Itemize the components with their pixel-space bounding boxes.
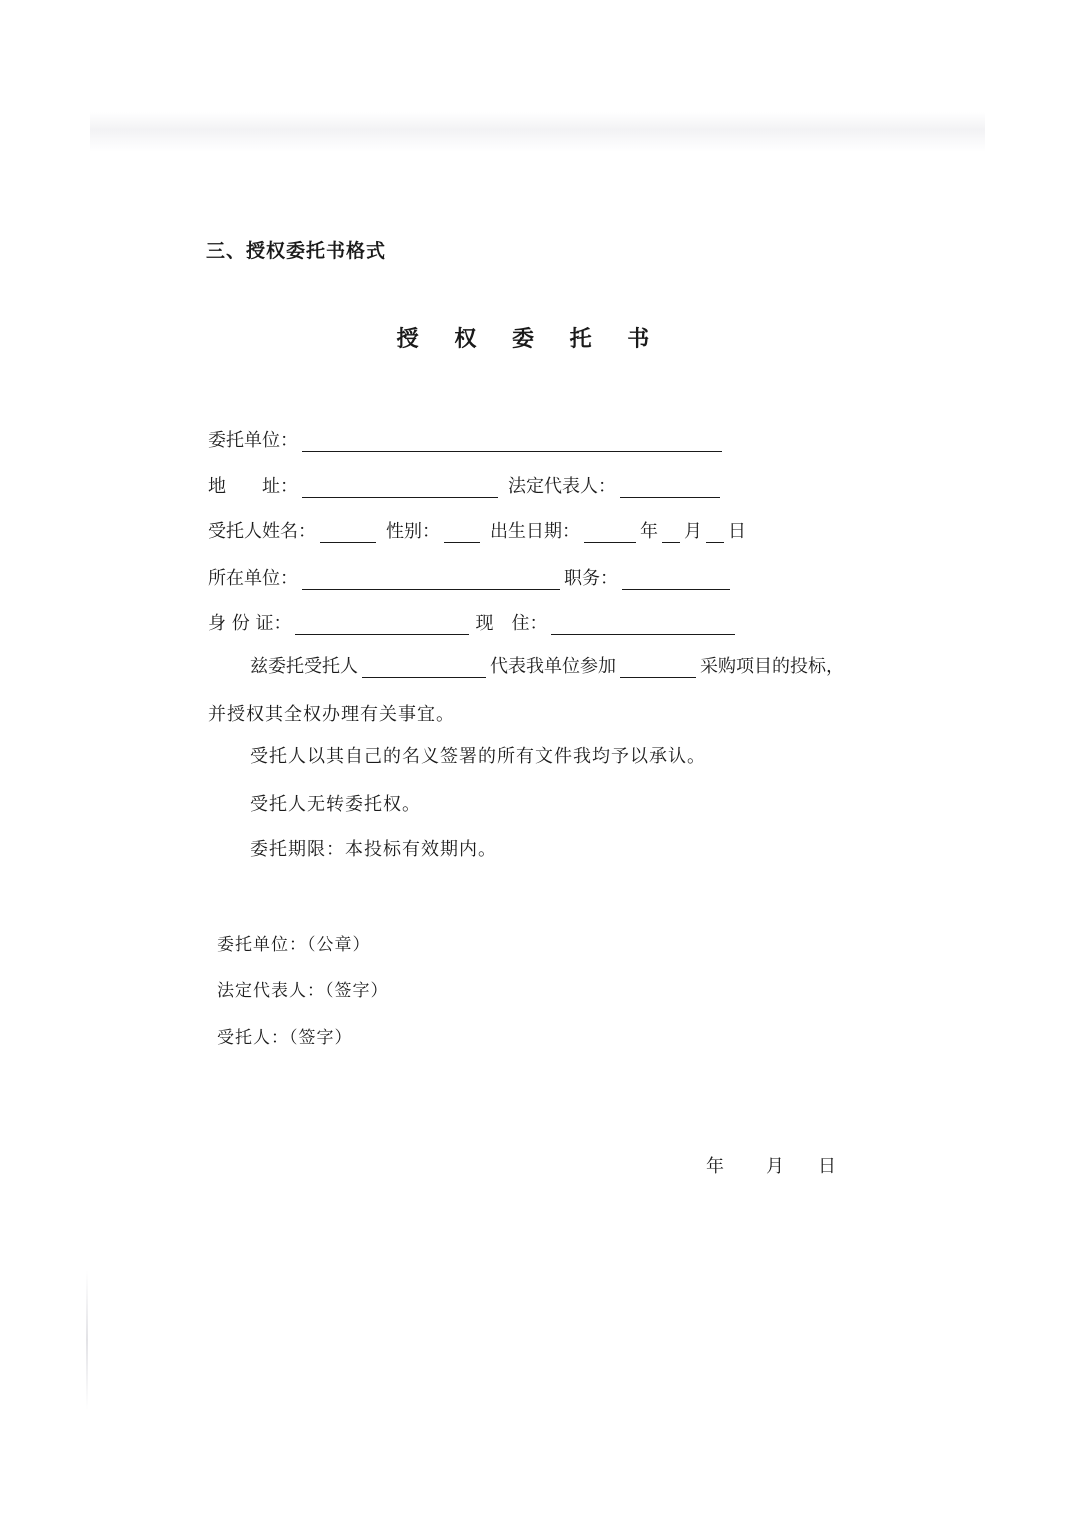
position-blank[interactable]	[622, 569, 730, 590]
entrusting-unit-label: 委托单位：	[208, 430, 298, 451]
project-blank[interactable]	[620, 657, 696, 678]
row-work-unit	[208, 562, 734, 590]
birth-year-blank[interactable]	[584, 522, 636, 543]
row-trustee	[208, 515, 746, 543]
document-title: 授 权 委 托 书	[396, 326, 664, 352]
para-entrust	[250, 650, 844, 678]
trustee-blank[interactable]	[362, 657, 486, 678]
residence-label: 现 住：	[475, 613, 548, 634]
para1-continuation: 并授权其全权办理有关事宜。	[208, 704, 455, 725]
date-day: 日	[818, 1156, 836, 1177]
birth-month-blank[interactable]	[662, 522, 680, 543]
scan-artifact-band	[90, 112, 985, 152]
birth-month-label: 月	[684, 521, 702, 542]
para1-part-c: 采购项目的投标，	[700, 656, 844, 677]
para1-part-a: 兹委托受托人	[250, 656, 358, 677]
birth-year-label: 年	[640, 521, 658, 542]
birth-date-label: 出生日期：	[490, 521, 580, 542]
birth-day-label: 日	[728, 521, 746, 542]
date-year: 年	[706, 1156, 724, 1177]
trustee-name-blank[interactable]	[320, 522, 376, 543]
id-card-label: 身 份 证：	[208, 613, 292, 634]
residence-blank[interactable]	[551, 614, 735, 635]
para-term: 委托期限：本投标有效期内。	[250, 839, 497, 860]
date-month: 月	[766, 1156, 784, 1177]
work-unit-label: 所在单位：	[208, 568, 298, 589]
position-label: 职务：	[564, 568, 618, 589]
scan-artifact-edge	[86, 1270, 88, 1410]
legal-rep-label: 法定代表人：	[508, 476, 616, 497]
legal-rep-sign-line: 法定代表人：（签字）	[217, 981, 389, 1001]
unit-seal-line: 委托单位：（公章）	[217, 935, 371, 955]
row-entrusting-unit	[208, 424, 726, 452]
para-acknowledge: 受托人以其自己的名义签署的所有文件我均予以承认。	[250, 746, 706, 767]
section-heading: 三、授权委托书格式	[206, 240, 387, 262]
work-unit-blank[interactable]	[302, 569, 560, 590]
row-id	[208, 607, 739, 635]
trustee-sign-line: 受托人：（签字）	[217, 1028, 353, 1048]
entrusting-unit-blank[interactable]	[302, 431, 722, 452]
gender-label: 性别：	[386, 521, 440, 542]
id-card-blank[interactable]	[295, 614, 469, 635]
para1-part-b: 代表我单位参加	[490, 656, 616, 677]
legal-rep-blank[interactable]	[620, 477, 720, 498]
address-label: 地 址：	[208, 476, 298, 497]
para-no-delegation: 受托人无转委托权。	[250, 794, 421, 815]
gender-blank[interactable]	[444, 522, 480, 543]
address-blank[interactable]	[302, 477, 498, 498]
birth-day-blank[interactable]	[706, 522, 724, 543]
row-address	[208, 470, 724, 498]
trustee-name-label: 受托人姓名：	[208, 521, 316, 542]
